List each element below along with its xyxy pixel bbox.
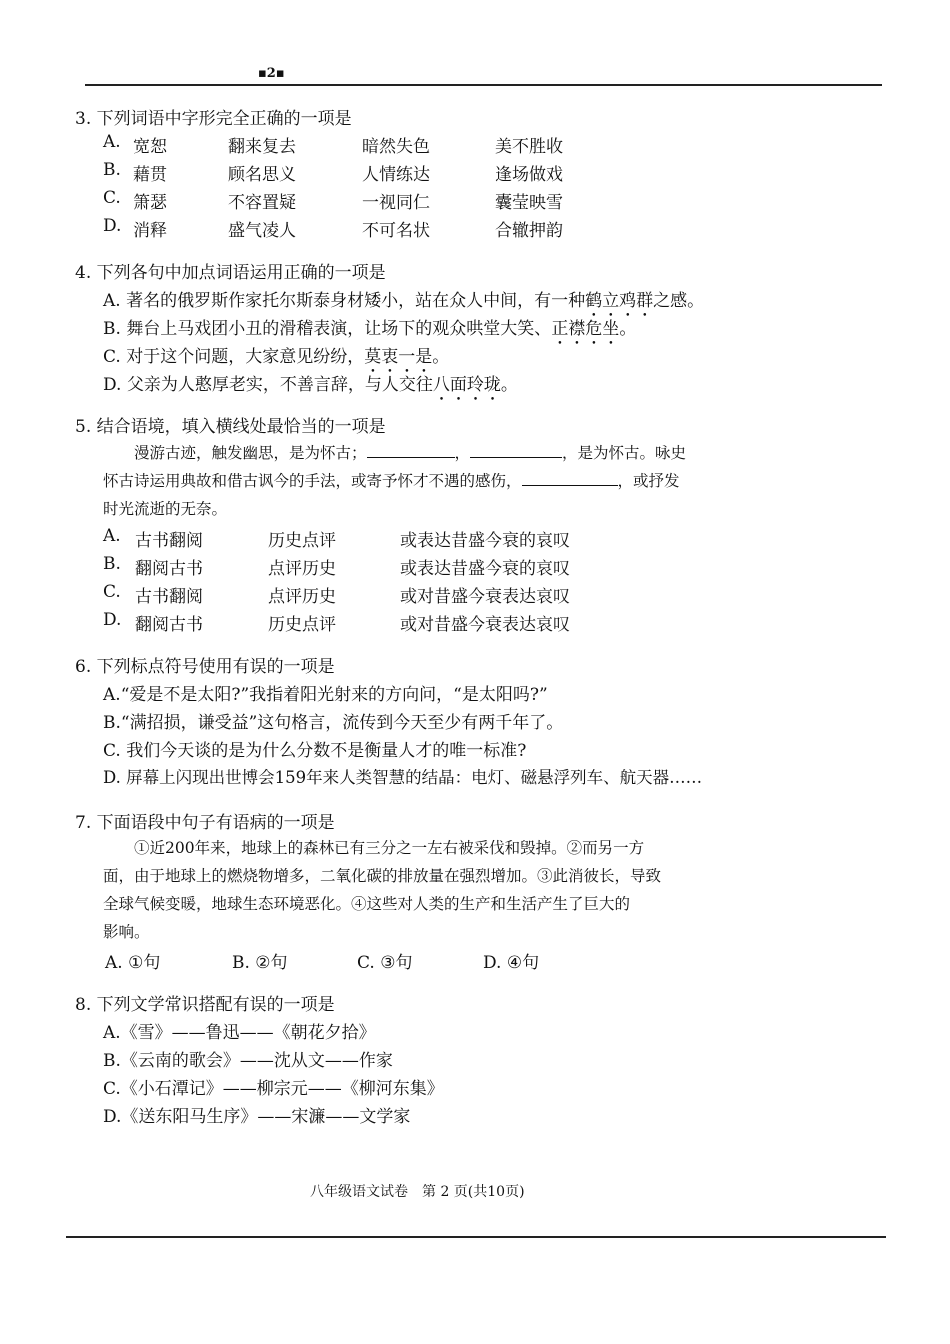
option-row: D.《送东阳马生序》——宋濂——文学家 [103, 1107, 411, 1127]
question-stem: 7. 下面语段中句子有语病的一项是 [75, 813, 335, 833]
option-letter: A. [103, 526, 121, 546]
option-word: 盛气凌人 [228, 221, 296, 241]
option-row [103, 680, 548, 705]
dotted-term: 鹤立鸡群 [585, 291, 654, 311]
option-letter: B. [103, 713, 121, 733]
option-part: 古书翻阅 [135, 531, 203, 551]
option-word: 顾名思义 [228, 165, 296, 185]
option-row [0, 160, 950, 184]
option-letter: C. [103, 188, 121, 208]
passage-text: 怀古诗运用典故和借古讽今的手法，或寄予怀才不遇的感伤， [103, 472, 522, 490]
option-word: 逢场做戏 [495, 165, 563, 185]
option-part: 历史点评 [268, 531, 336, 551]
passage-line [134, 441, 686, 463]
option-row [0, 948, 950, 972]
question-stem: 3. 下列词语中字形完全正确的一项是 [75, 109, 352, 129]
option-word: 人情练达 [362, 165, 430, 185]
option-letter: D. [103, 375, 122, 395]
option-word: 宽恕 [133, 137, 167, 157]
option-text: 著名的俄罗斯作家托尔斯泰身材矮小，站在众人中间，有一种 [126, 291, 586, 311]
option-word: 不可名状 [362, 221, 430, 241]
option-part: 翻阅古书 [135, 559, 203, 579]
option-text: 对于这个问题，大家意见纷纷， [126, 347, 365, 367]
option-text: D. ④句 [483, 953, 540, 973]
option-part: 古书翻阅 [135, 587, 203, 607]
question-stem: 8. 下列文学常识搭配有误的一项是 [75, 995, 335, 1015]
option-row [0, 526, 950, 550]
dotted-term: 莫衷一是 [364, 347, 433, 367]
option-row [0, 188, 950, 212]
option-text: 父亲为人憨厚老实，不善言辞，与人交往 [126, 375, 433, 395]
dotted-term: 八面玲珑 [432, 375, 501, 395]
passage-text: ， [454, 444, 471, 462]
option-part: 或表达昔盛今衰的哀叹 [400, 559, 570, 579]
option-letter: A. [103, 132, 121, 152]
option-word: 囊莹映雪 [495, 193, 563, 213]
option-row [0, 216, 950, 240]
option-text-end: 。 [432, 347, 450, 367]
option-letter: B. [103, 554, 121, 574]
option-part: 或对昔盛今衰表达哀叹 [400, 615, 570, 635]
passage-line: 影响。 [103, 923, 150, 941]
option-letter: B. [103, 160, 121, 180]
page-marker: ▪2▪ [258, 66, 285, 81]
option-text-end: 。 [619, 319, 637, 339]
option-word: 箫瑟 [133, 193, 167, 213]
option-word: 藉贯 [133, 165, 167, 185]
option-part: 历史点评 [268, 615, 336, 635]
answer-blank [522, 470, 618, 487]
option-text: A. ①句 [105, 953, 161, 973]
footer-rule [66, 1236, 886, 1238]
option-part: 点评历史 [268, 559, 336, 579]
option-word: 消释 [133, 221, 167, 241]
option-word: 合辙押韵 [495, 221, 563, 241]
page-footer: 八年级语文试卷 第 2 页(共10页) [310, 1184, 525, 1200]
question-stem: 6. 下列标点符号使用有误的一项是 [75, 657, 335, 677]
option-row [103, 370, 518, 405]
option-row: A.《雪》——鲁迅——《朝花夕拾》 [103, 1023, 376, 1043]
passage-line: 时光流逝的无奈。 [103, 500, 228, 518]
passage-line: 面，由于地球上的燃烧物增多，二氧化碳的排放量在强烈增加。③此消彼长，导致 [103, 867, 662, 885]
option-letter: D. [103, 610, 122, 630]
option-text: 舞台上马戏团小丑的滑稽表演，让场下的观众哄堂大笑、 [126, 319, 552, 339]
option-row [0, 132, 950, 156]
option-text: B. ②句 [232, 953, 288, 973]
option-part: 翻阅古书 [135, 615, 203, 635]
question-stem: 5. 结合语境，填入横线处最恰当的一项是 [75, 417, 386, 437]
option-part: 或对昔盛今衰表达哀叹 [400, 587, 570, 607]
option-row [0, 554, 950, 578]
option-text-end: 之感。 [653, 291, 705, 311]
answer-blank [367, 442, 455, 459]
option-letter: C. [103, 741, 121, 761]
option-row [0, 610, 950, 634]
option-letter: A. [103, 685, 121, 705]
passage-text: ，或抒发 [617, 472, 680, 490]
passage-text: ，是为怀古。咏史 [562, 444, 687, 462]
option-part: 或表达昔盛今衰的哀叹 [400, 531, 570, 551]
option-letter: B. [103, 319, 121, 339]
option-letter: C. [103, 347, 121, 367]
option-row [103, 764, 702, 788]
option-letter: D. [103, 216, 122, 236]
option-row: C.《小石潭记》——柳宗元——《柳河东集》 [103, 1079, 444, 1099]
option-text-end: 。 [500, 375, 518, 395]
option-text: C. ③句 [357, 953, 413, 973]
option-row [103, 736, 526, 761]
header-rule [85, 84, 882, 86]
question-stem: 4. 下列各句中加点词语运用正确的一项是 [75, 263, 386, 283]
option-row: B.《云南的歌会》——沈从文——作家 [103, 1051, 393, 1071]
option-text: “满招损，谦受益”这句格言，流传到今天至少有两千年了。 [120, 713, 564, 733]
option-part: 点评历史 [268, 587, 336, 607]
passage-line: ①近200年来，地球上的森林已有三分之一左右被采伐和毁掉。②而另一方 [134, 839, 645, 857]
option-word: 一视同仁 [362, 193, 430, 213]
dotted-term: 正襟危坐 [551, 319, 620, 339]
passage-line: 全球气候变暖，地球生态环境恶化。④这些对人类的生产和生活产生了巨大的 [103, 895, 631, 913]
answer-blank [470, 442, 562, 459]
option-word: 不容置疑 [228, 193, 296, 213]
option-letter: A. [103, 291, 121, 311]
option-word: 暗然失色 [362, 137, 430, 157]
option-letter: D. [103, 768, 121, 787]
option-word: 美不胜收 [495, 137, 563, 157]
passage-line [103, 469, 680, 491]
option-text: 我们今天谈的是为什么分数不是衡量人才的唯一标准? [126, 741, 527, 761]
option-text: 屏幕上闪现出世博会159年来人类智慧的结晶：电灯、磁悬浮列车、航天器…… [126, 768, 703, 787]
option-letter: C. [103, 582, 121, 602]
passage-text: 漫游古迹，触发幽思，是为怀古； [134, 444, 367, 462]
option-word: 翻来复去 [228, 137, 296, 157]
option-text: “爱是不是太阳?”我指着阳光射来的方向问，“是太阳吗?” [120, 685, 548, 705]
option-row [0, 582, 950, 606]
option-row [103, 708, 563, 733]
